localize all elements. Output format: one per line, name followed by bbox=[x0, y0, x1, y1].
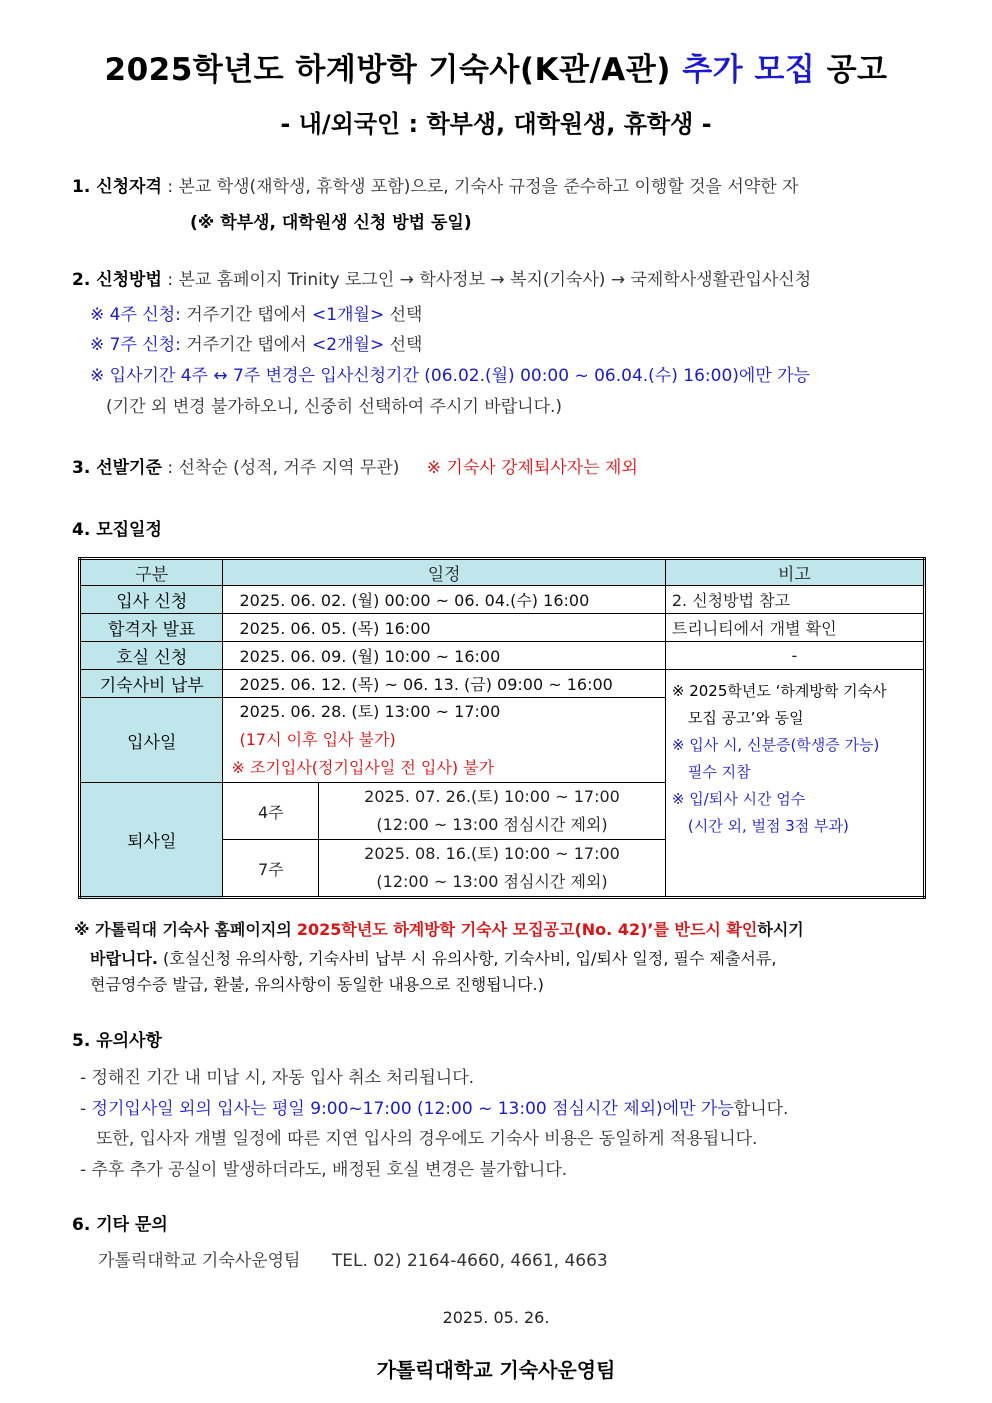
notice-item-2-continued: 또한, 입사자 개별 일정에 따른 지연 입사의 경우에도 기숙사 비용은 동일하게 적용됩니다. bbox=[96, 1129, 758, 1149]
row-room-label: 호실 신청 bbox=[80, 642, 223, 670]
row-apply-note: 2. 신청방법 참고 bbox=[665, 586, 924, 614]
notice-date: 2025. 05. 26. bbox=[442, 1308, 550, 1327]
section-contact-heading: 6. 기타 문의 bbox=[72, 1215, 168, 1235]
page-subtitle: - 내/외국인 : 학부생, 대학원생, 휴학생 - bbox=[280, 110, 712, 138]
section-criteria-warning: ※ 기숙사 강제퇴사자는 제외 bbox=[426, 458, 638, 478]
row-result-label: 합격자 발표 bbox=[80, 614, 223, 642]
contact-org: 가톨릭대학교 기숙사운영팀 bbox=[98, 1251, 301, 1271]
method-note-change: ※ 입사기간 4주 ↔ 7주 변경은 입사신청기간 (06.02.(월) 00:00 ~ 06.04.(수) 16:00)에만 가능 bbox=[90, 366, 810, 386]
reference-line2-text: (호실신청 유의사항, 기숙사비 납부 시 유의사항, 기숙사비, 입/퇴사 일정, 필수 제출서류, bbox=[163, 949, 777, 968]
row-apply-label: 입사 신청 bbox=[80, 586, 223, 614]
section-criteria-heading: 3. 선발기준 bbox=[72, 458, 162, 478]
method-note-4week-end: 선택 bbox=[389, 305, 423, 325]
row-moveout-4w-label: 4주 bbox=[223, 783, 319, 840]
row-fee-date: 2025. 06. 12. (목) ~ 06. 13. (금) 09:00 ~ 16:00 bbox=[223, 670, 665, 698]
section-notice-heading: 5. 유의사항 bbox=[72, 1031, 162, 1051]
row-moveout-7w-label: 7주 bbox=[223, 840, 319, 898]
header-category: 구분 bbox=[80, 559, 223, 586]
row-fee-label: 기숙사비 납부 bbox=[80, 670, 223, 698]
method-note-7week-end: 선택 bbox=[389, 335, 423, 355]
title-suffix: 공고 bbox=[826, 52, 888, 88]
section-schedule bbox=[72, 515, 162, 540]
method-note-4week-label: ※ 4주 신청: bbox=[90, 305, 181, 325]
row-moveout-4w-date: 2025. 07. 26.(토) 10:00 ~ 17:00 bbox=[364, 787, 620, 806]
notice-item-3: - 추후 추가 공실이 발생하더라도, 배정된 호실 변경은 불가합니다. bbox=[80, 1160, 568, 1180]
row-moveout-7w-date: 2025. 08. 16.(토) 10:00 ~ 17:00 bbox=[364, 844, 620, 863]
table-row bbox=[80, 670, 925, 698]
method-note-7week-text: 거주기간 탭에서 bbox=[186, 335, 307, 355]
table-row bbox=[80, 642, 925, 670]
schedule-reference-note bbox=[74, 917, 804, 940]
reference-note-prefix: ※ 가톨릭대 기숙사 홈페이지의 bbox=[74, 920, 292, 939]
remark-2a: ※ 입사 시, 신분증(학생증 가능) bbox=[671, 736, 880, 754]
schedule-reference-line3: 현금영수증 발급, 환불, 유의사항이 동일한 내용으로 진행됩니다.) bbox=[90, 975, 544, 994]
reference-note-highlight: 2025학년도 하계방학 기숙사 모집공고(No. 42)’를 반드시 확인 bbox=[296, 920, 758, 939]
section-eligibility-heading: 1. 신청자격 bbox=[72, 177, 162, 197]
schedule-reference-line2 bbox=[90, 946, 776, 969]
row-result-note: 트리니티에서 개별 확인 bbox=[665, 614, 924, 642]
row-room-note: - bbox=[665, 642, 924, 670]
row-moveout-label: 퇴사일 bbox=[80, 783, 223, 898]
notice-item-2-highlight: 정기입사일 외의 입사는 평일 9:00~17:00 (12:00 ~ 13:00 점심시간 제외)에만 가능 bbox=[91, 1099, 734, 1119]
table-row bbox=[80, 614, 925, 642]
section-method-text: : 본교 홈페이지 Trinity 로그인 → 학사정보 → 복지(기숙사) → 국제학사생활관입사신청 bbox=[167, 270, 812, 290]
method-note-7week-label: ※ 7주 신청: bbox=[90, 335, 181, 355]
remark-1a: ※ 2025학년도 ‘하계방학 기숙사 bbox=[671, 682, 887, 700]
notice-item-2-end: 합니다. bbox=[733, 1099, 789, 1119]
row-remarks-cell bbox=[665, 670, 924, 898]
section-criteria bbox=[72, 453, 638, 478]
row-moveout-4w-note: (12:00 ~ 13:00 점심시간 제외) bbox=[376, 815, 608, 834]
row-room-date: 2025. 06. 09. (월) 10:00 ~ 16:00 bbox=[223, 642, 665, 670]
title-highlight: 추가 모집 bbox=[682, 52, 816, 88]
schedule-header-row bbox=[80, 559, 925, 586]
schedule-table bbox=[78, 557, 926, 899]
section-eligibility-note: (※ 학부생, 대학원생 신청 방법 동일) bbox=[190, 213, 472, 233]
remark-2b: 필수 지참 bbox=[687, 763, 751, 781]
method-note-4week-text: 거주기간 탭에서 bbox=[186, 305, 307, 325]
row-moveout-4w-cell bbox=[319, 783, 666, 840]
row-moveout-7w-cell bbox=[319, 840, 666, 898]
remark-3a: ※ 입/퇴사 시간 엄수 bbox=[671, 790, 806, 808]
signature: 가톨릭대학교 기숙사운영팀 bbox=[376, 1358, 616, 1382]
section-notice bbox=[72, 1026, 162, 1051]
section-eligibility-text: : 본교 학생(재학생, 휴학생 포함)으로, 기숙사 규정을 준수하고 이행할 것을 서약한 자 bbox=[167, 177, 799, 197]
row-movein-note2: ※ 조기입사(정기입사일 전 입사) 불가 bbox=[231, 758, 495, 777]
row-apply-date: 2025. 06. 02. (월) 00:00 ~ 06. 04.(수) 16:00 bbox=[223, 586, 665, 614]
method-note-7week bbox=[90, 330, 422, 355]
section-criteria-text: : 선착순 (성적, 거주 지역 무관) bbox=[167, 458, 400, 478]
reference-note-suffix: 하시기 bbox=[757, 920, 804, 939]
table-row bbox=[80, 586, 925, 614]
title-prefix: 2025학년도 하계방학 기숙사(K관/A관) bbox=[104, 52, 671, 88]
remark-3b: (시간 외, 벌점 3점 부과) bbox=[687, 817, 849, 835]
header-schedule: 일정 bbox=[223, 559, 665, 586]
notice-item-2 bbox=[80, 1094, 788, 1119]
notice-item-1: - 정해진 기간 내 미납 시, 자동 입사 취소 처리됩니다. bbox=[80, 1068, 475, 1088]
section-method-heading: 2. 신청방법 bbox=[72, 270, 162, 290]
row-movein-label: 입사일 bbox=[80, 698, 223, 783]
row-movein-note1: (17시 이후 입사 불가) bbox=[239, 730, 396, 749]
method-note-4week-value: <1개월> bbox=[312, 305, 385, 325]
section-schedule-heading: 4. 모집일정 bbox=[72, 520, 162, 540]
reference-line2-bold: 바랍니다. bbox=[90, 949, 158, 968]
method-note-warning: (기간 외 변경 불가하오니, 신중히 선택하여 주시기 바랍니다.) bbox=[106, 397, 563, 417]
contact-tel: TEL. 02) 2164-4660, 4661, 4663 bbox=[331, 1251, 608, 1271]
header-remarks: 비고 bbox=[665, 559, 924, 586]
row-moveout-7w-note: (12:00 ~ 13:00 점심시간 제외) bbox=[376, 872, 608, 891]
contact-line bbox=[98, 1246, 608, 1271]
row-movein-cell bbox=[223, 698, 665, 783]
row-movein-date: 2025. 06. 28. (토) 13:00 ~ 17:00 bbox=[239, 702, 501, 721]
method-note-4week bbox=[90, 300, 422, 325]
section-method bbox=[72, 265, 811, 290]
page-title bbox=[0, 44, 992, 89]
remark-1b: 모집 공고’와 동일 bbox=[687, 709, 804, 727]
notice-item-2-dash: - bbox=[80, 1099, 92, 1119]
row-result-date: 2025. 06. 05. (목) 16:00 bbox=[223, 614, 665, 642]
section-eligibility bbox=[72, 172, 798, 197]
section-contact bbox=[72, 1210, 168, 1235]
method-note-7week-value: <2개월> bbox=[312, 335, 385, 355]
